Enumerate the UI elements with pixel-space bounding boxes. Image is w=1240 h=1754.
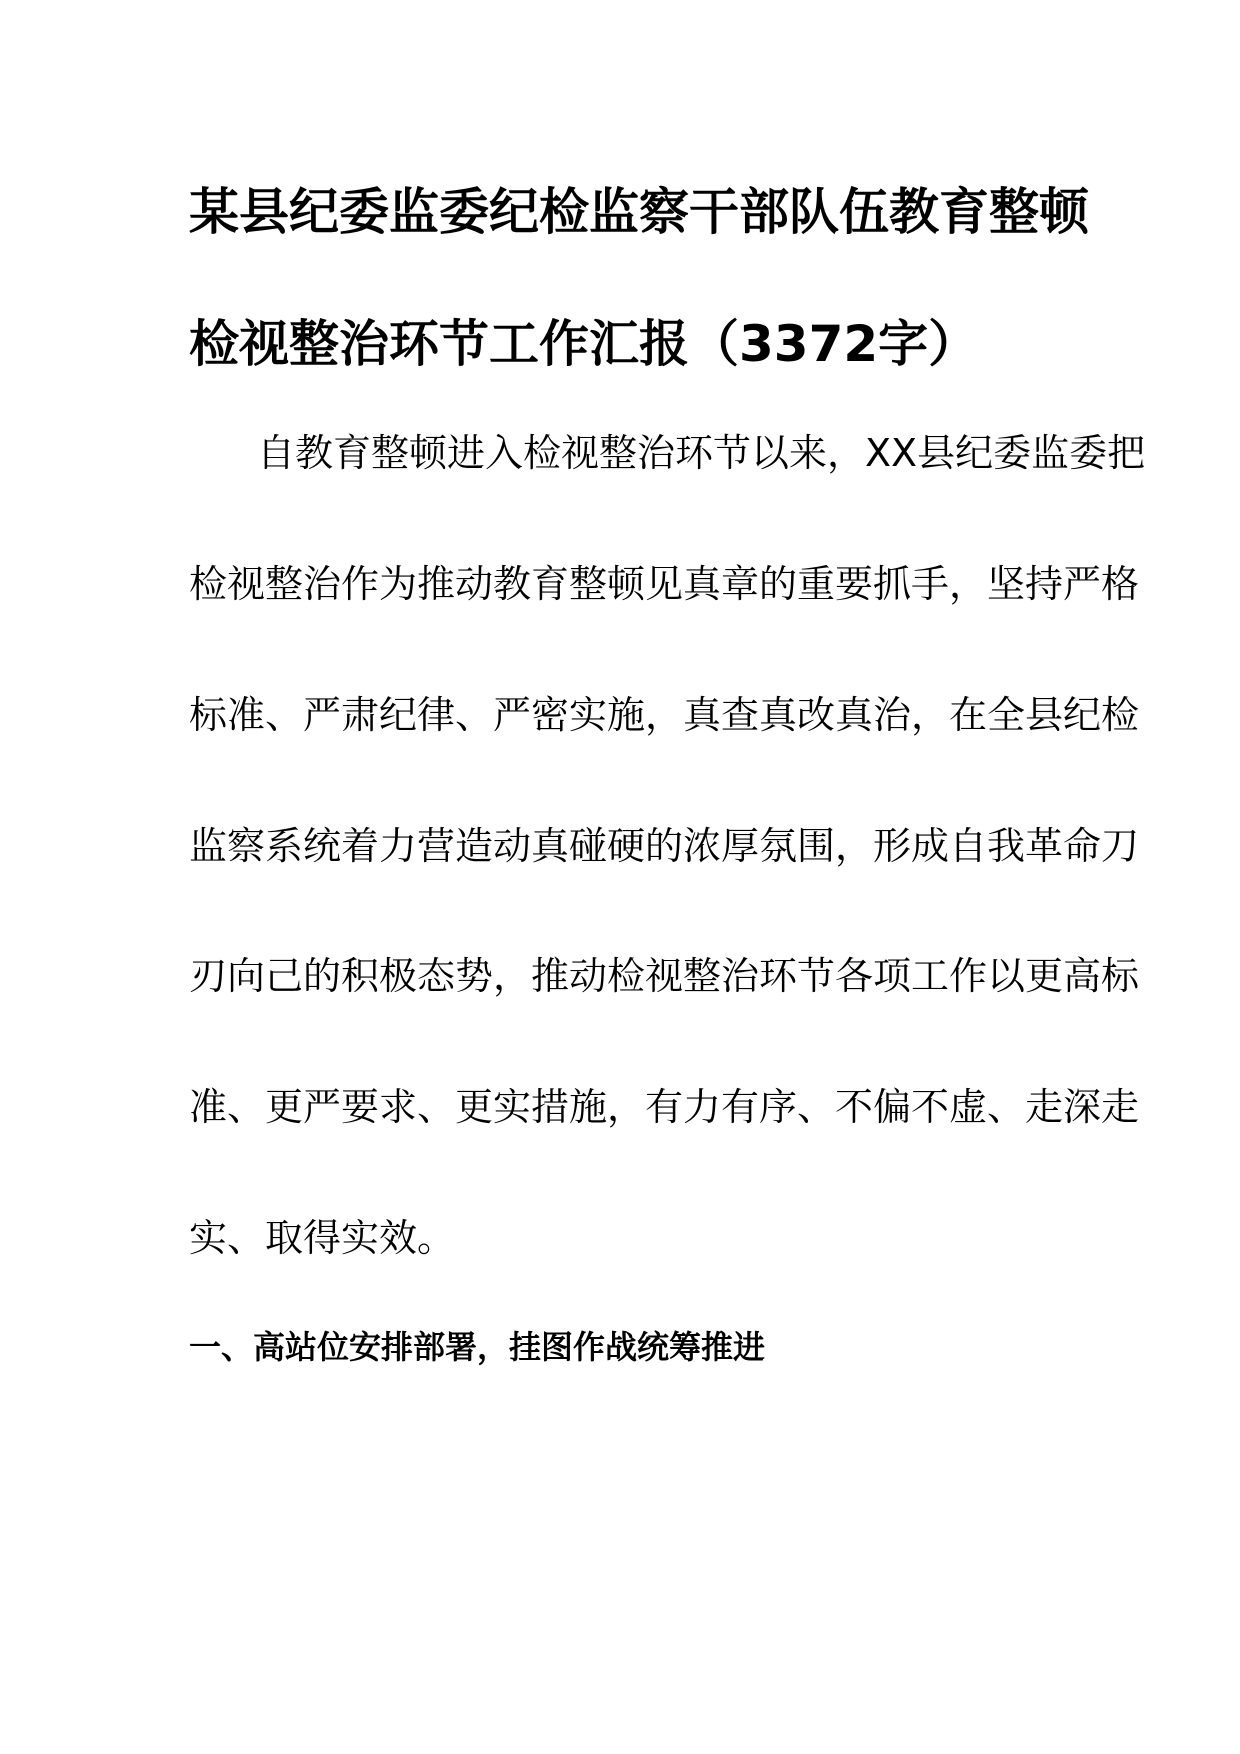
paragraph-line: 自教育整顿进入检视整治环节以来，XX县纪委监委把 <box>257 431 1146 475</box>
paragraph-line: 刃向己的积极态势，推动检视整治环节各项工作以更高标 <box>189 954 1140 998</box>
paragraph-line: 准、更严要求、更实措施，有力有序、不偏不虚、走深走 <box>189 1085 1140 1129</box>
document-title-line-2: 检视整治环节工作汇报（3372字） <box>189 315 979 373</box>
paragraph-line: 监察系统着力营造动真碰硬的浓厚氛围，形成自我革命刀 <box>189 824 1140 868</box>
paragraph-line: 检视整治作为推动教育整顿见真章的重要抓手，坚持严格 <box>189 562 1140 606</box>
document-title-line-1: 某县纪委监委纪检监察干部队伍教育整顿 <box>189 183 1089 241</box>
paragraph-line: 实、取得实效。 <box>189 1216 456 1260</box>
section-heading: 一、高站位安排部署，挂图作战统筹推进 <box>189 1328 766 1366</box>
paragraph-line: 标准、严肃纪律、严密实施，真查真改真治，在全县纪检 <box>189 693 1140 737</box>
